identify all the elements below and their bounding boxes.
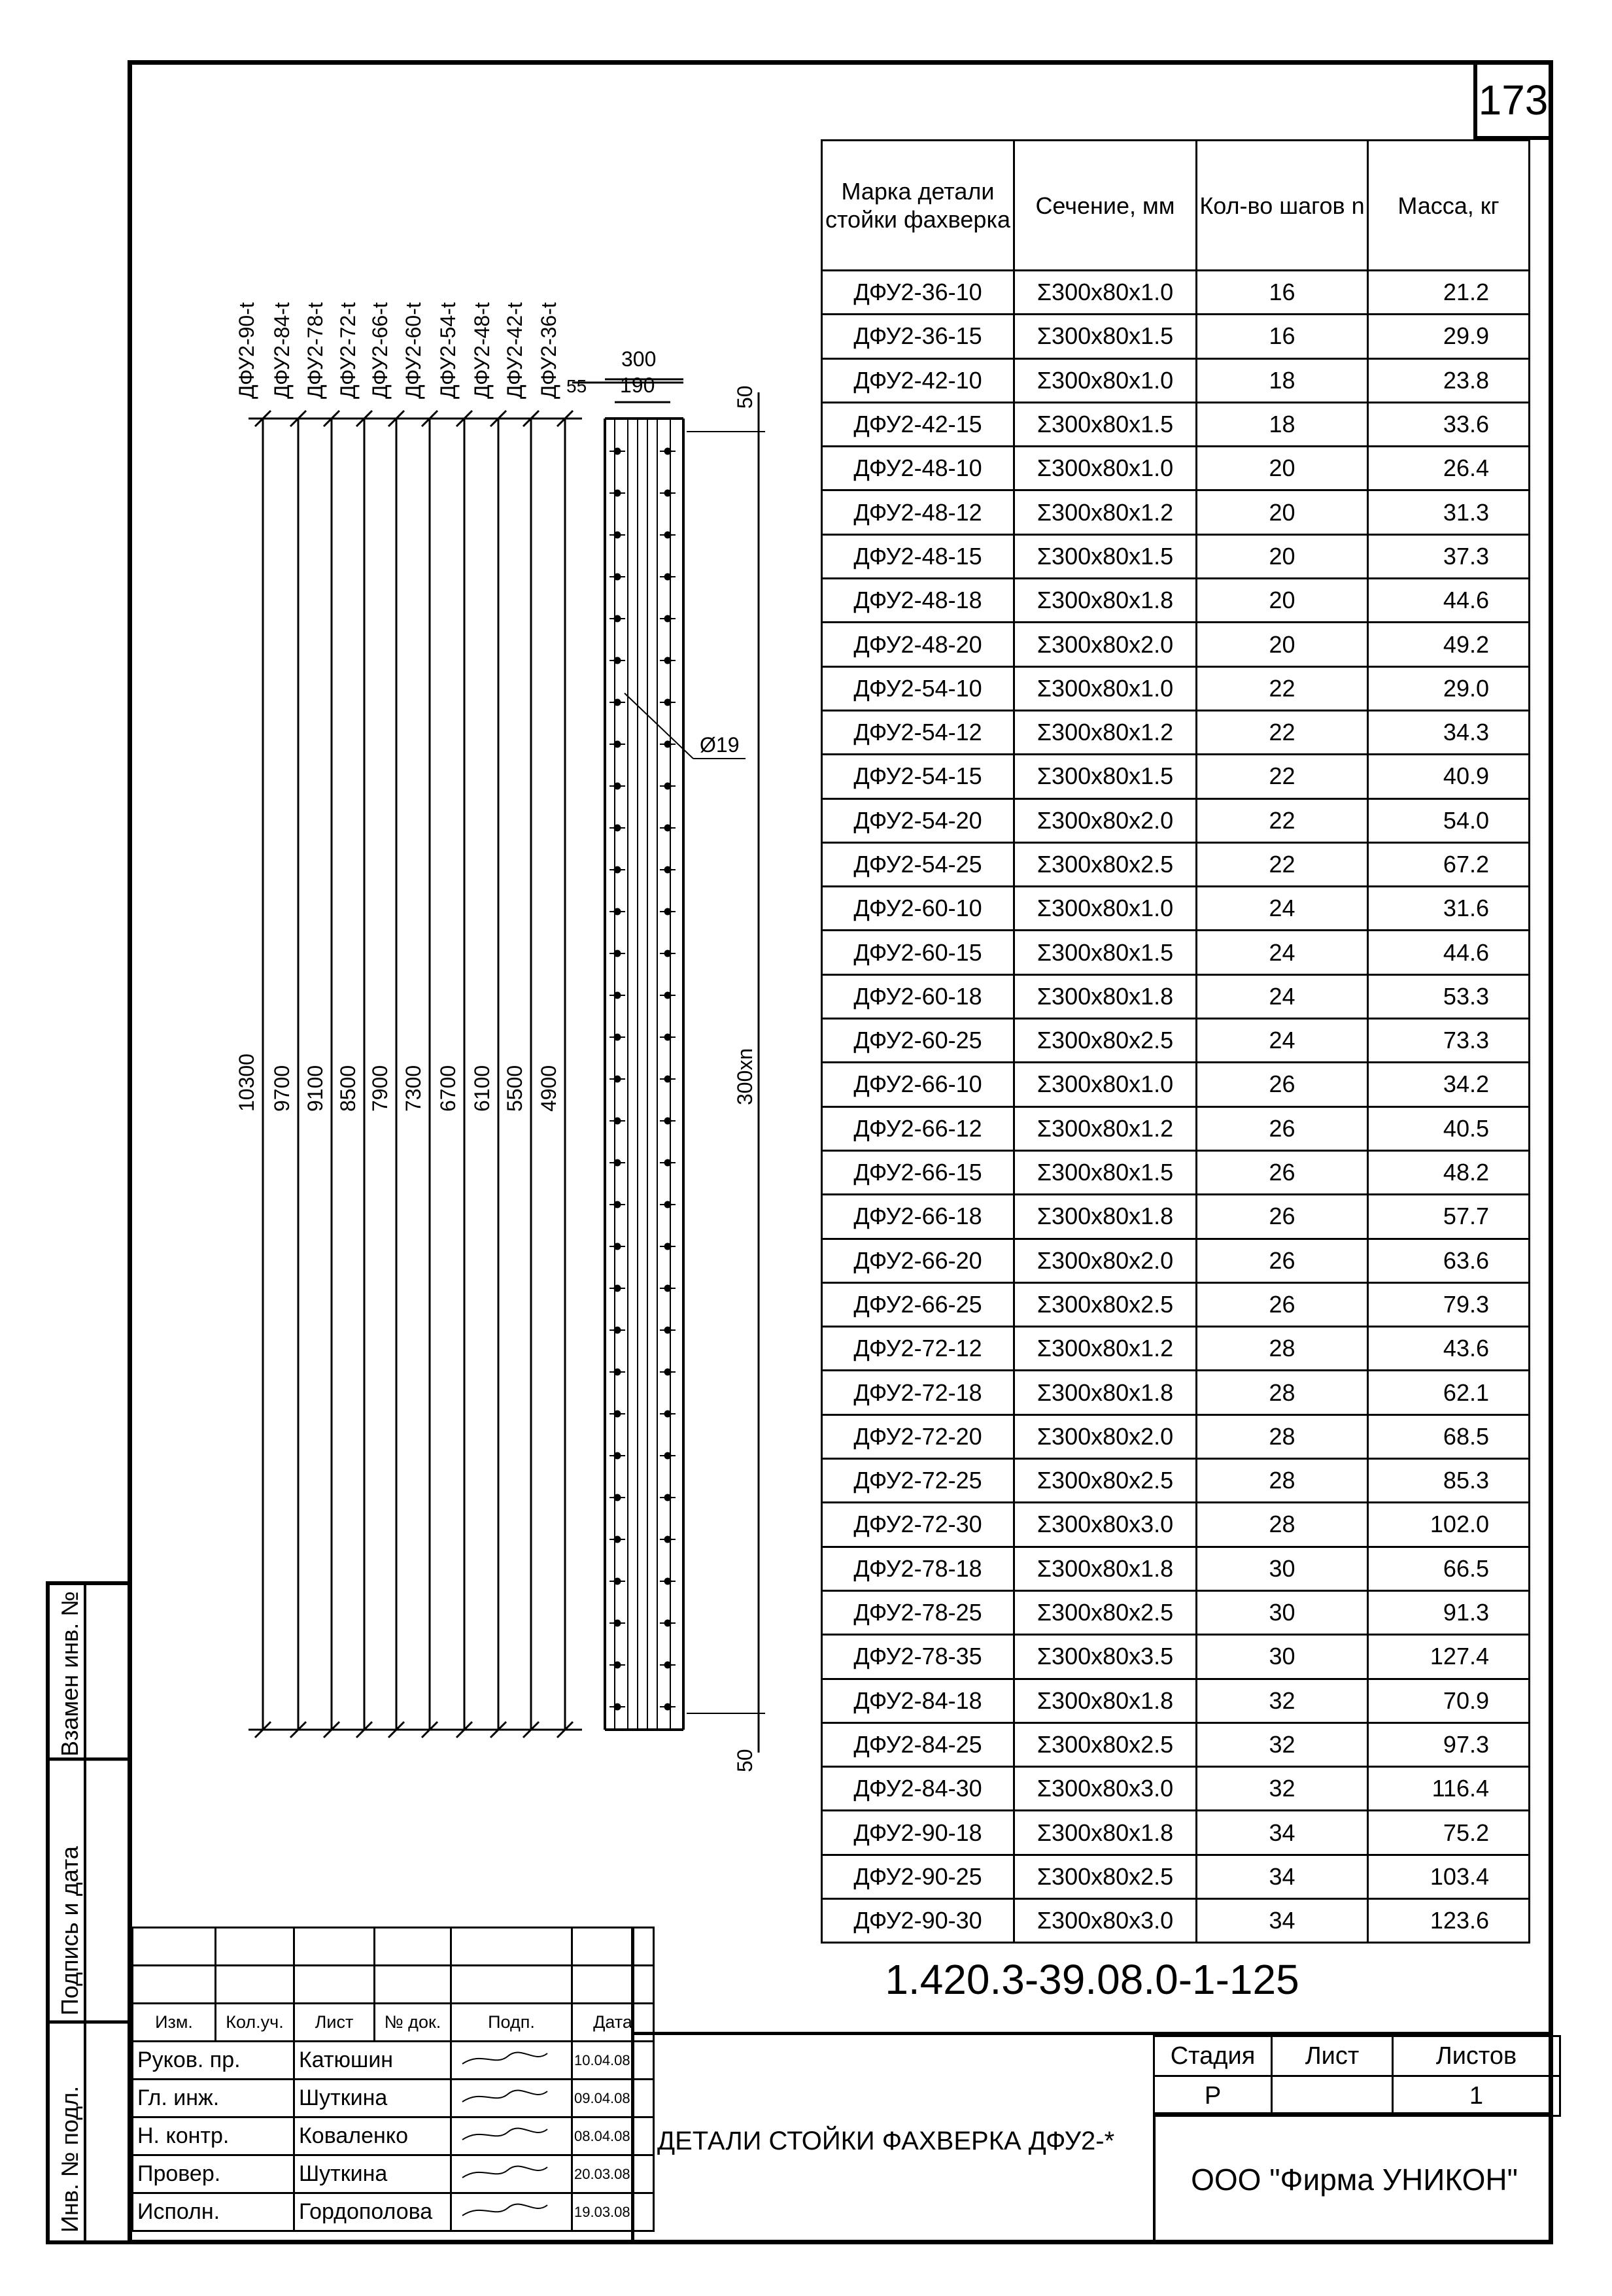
mark-label: ДФУ2-54-t [436,302,460,399]
cell-mass: 67.2 [1368,842,1530,886]
cell-steps: 22 [1197,666,1368,710]
cell-section: Σ300x80x1.0 [1014,447,1197,490]
cell-mark: ДФУ2-84-30 [822,1767,1014,1811]
header-section: Сечение, мм [1014,141,1197,271]
cell-steps: 28 [1197,1459,1368,1503]
cell-steps: 18 [1197,402,1368,446]
cell-section: Σ300x80x1.2 [1014,1106,1197,1150]
cell-mass: 29.0 [1368,666,1530,710]
cell-steps: 28 [1197,1327,1368,1371]
col-count: Кол.уч. [216,2004,294,2042]
mark-label: ДФУ2-48-t [470,302,494,399]
spec-table [821,139,1530,1944]
table-row [822,1195,1530,1239]
cell-section: Σ300x80x1.8 [1014,1371,1197,1414]
table-row [822,358,1530,402]
cell-section: Σ300x80x2.5 [1014,842,1197,886]
length-label: 8500 [336,1065,360,1112]
cell-steps: 32 [1197,1679,1368,1722]
cell-steps: 26 [1197,1282,1368,1326]
cell-mass: 127.4 [1368,1635,1530,1679]
cell-steps: 20 [1197,447,1368,490]
length-label: 7900 [368,1065,392,1112]
cell-mass: 43.6 [1368,1327,1530,1371]
cell-mass: 103.4 [1368,1855,1530,1898]
cell-mark: ДФУ2-42-10 [822,358,1014,402]
length-label: 7300 [402,1065,425,1112]
cell-section: Σ300x80x3.0 [1014,1503,1197,1547]
mark-label: ДФУ2-60-t [402,302,425,399]
cell-steps: 26 [1197,1063,1368,1106]
cell-mark: ДФУ2-42-15 [822,402,1014,446]
table-row [822,1590,1530,1634]
cell-mass: 57.7 [1368,1195,1530,1239]
cell-steps: 32 [1197,1722,1368,1766]
cell-section: Σ300x80x3.0 [1014,1898,1197,1942]
cell-section: Σ300x80x1.8 [1014,1811,1197,1855]
cell-section: Σ300x80x2.5 [1014,1459,1197,1503]
table-row [822,1547,1530,1590]
signatory-role: Провер. [133,2155,294,2193]
cell-mark: ДФУ2-54-15 [822,755,1014,798]
edge-label: 55 [566,376,587,396]
table-row [822,1855,1530,1898]
table-row [822,1019,1530,1063]
col-signature: Подп. [451,2004,572,2042]
cell-steps: 34 [1197,1898,1368,1942]
sheet-header: Лист [1272,2036,1393,2076]
header-mark: Марка детали стойки фахверка [822,141,1014,271]
table-row [822,1679,1530,1722]
col-docnum: № док. [375,2004,451,2042]
sheet-value [1272,2076,1393,2116]
cell-mass: 66.5 [1368,1547,1530,1590]
cell-mass: 37.3 [1368,534,1530,578]
header-steps: Кол-во шагов n [1197,141,1368,271]
cell-section: Σ300x80x1.0 [1014,1063,1197,1106]
cell-mark: ДФУ2-66-10 [822,1063,1014,1106]
cell-steps: 24 [1197,931,1368,974]
table-row [822,887,1530,931]
cell-steps: 26 [1197,1239,1368,1282]
length-label: 6100 [470,1065,494,1112]
cell-steps: 30 [1197,1590,1368,1634]
signatory-role: Н. контр. [133,2117,294,2155]
cell-mark: ДФУ2-72-20 [822,1414,1014,1458]
table-row [822,710,1530,754]
cell-section: Σ300x80x2.0 [1014,1414,1197,1458]
cell-mass: 23.8 [1368,358,1530,402]
cell-steps: 26 [1197,1150,1368,1194]
cell-section: Σ300x80x1.8 [1014,579,1197,623]
cell-steps: 28 [1197,1414,1368,1458]
mark-label: ДФУ2-90-t [235,302,258,399]
replaced-inv-label: Взамен инв. № [56,1591,83,1756]
table-row [822,1459,1530,1503]
cell-mark: ДФУ2-48-15 [822,534,1014,578]
cell-steps: 24 [1197,974,1368,1018]
title-header-row [133,2004,654,2042]
cell-mass: 26.4 [1368,447,1530,490]
cell-steps: 22 [1197,710,1368,754]
mark-label: ДФУ2-72-t [336,302,360,399]
signatory-row [133,2117,654,2155]
table-row [822,1503,1530,1547]
mark-label: ДФУ2-36-t [537,302,560,399]
cell-steps: 26 [1197,1195,1368,1239]
cell-mark: ДФУ2-90-18 [822,1811,1014,1855]
cell-mass: 116.4 [1368,1767,1530,1811]
cell-mark: ДФУ2-54-25 [822,842,1014,886]
mark-label: ДФУ2-84-t [270,302,294,399]
cell-mark: ДФУ2-48-18 [822,579,1014,623]
cell-steps: 20 [1197,534,1368,578]
cell-steps: 20 [1197,579,1368,623]
cell-mass: 40.5 [1368,1106,1530,1150]
spec-header-row [822,141,1530,271]
signatory-date: 20.03.08 [572,2155,654,2193]
cell-mark: ДФУ2-54-20 [822,798,1014,842]
cell-mark: ДФУ2-66-25 [822,1282,1014,1326]
signatory-date: 19.03.08 [572,2193,654,2231]
signature-date-label: Подпись и дата [56,1846,83,2015]
col-change: Изм. [133,2004,216,2042]
cell-steps: 26 [1197,1106,1368,1150]
cell-mark: ДФУ2-60-15 [822,931,1014,974]
cell-mass: 34.2 [1368,1063,1530,1106]
bottom-offset-label: 50 [733,1749,757,1772]
cell-mark: ДФУ2-48-12 [822,490,1014,534]
signatory-name: Гордополова [294,2193,451,2231]
signatory-date: 09.04.08 [572,2080,654,2117]
cell-mark: ДФУ2-84-25 [822,1722,1014,1766]
cell-steps: 20 [1197,490,1368,534]
table-row [822,1106,1530,1150]
cell-steps: 30 [1197,1635,1368,1679]
cell-section: Σ300x80x2.5 [1014,1019,1197,1063]
signature-image [451,2155,572,2193]
cell-steps: 18 [1197,358,1368,402]
cell-mass: 123.6 [1368,1898,1530,1942]
header-mass: Масса, кг [1368,141,1530,271]
signatory-role: Исполн. [133,2193,294,2231]
inner-width-label: 190 [620,373,655,397]
mark-label: ДФУ2-42-t [503,302,526,399]
table-row [822,842,1530,886]
cell-section: Σ300x80x2.5 [1014,1590,1197,1634]
cell-section: Σ300x80x1.5 [1014,402,1197,446]
cell-section: Σ300x80x3.5 [1014,1635,1197,1679]
table-row [822,271,1530,315]
cell-mass: 34.3 [1368,710,1530,754]
table-row [822,1239,1530,1282]
signatory-name: Шуткина [294,2155,451,2193]
cell-mark: ДФУ2-90-25 [822,1855,1014,1898]
cell-mass: 97.3 [1368,1722,1530,1766]
table-row [822,623,1530,666]
cell-mark: ДФУ2-60-10 [822,887,1014,931]
cell-mark: ДФУ2-78-18 [822,1547,1014,1590]
cell-steps: 16 [1197,315,1368,358]
table-row [822,1722,1530,1766]
mark-label: ДФУ2-66-t [368,302,392,399]
signatory-row [133,2155,654,2193]
cell-section: Σ300x80x1.8 [1014,1195,1197,1239]
table-row [822,402,1530,446]
signature-image [451,2117,572,2155]
cell-mark: ДФУ2-54-10 [822,666,1014,710]
cell-section: Σ300x80x1.2 [1014,710,1197,754]
stage-table [1153,2035,1561,2117]
cell-steps: 30 [1197,1547,1368,1590]
cell-mass: 31.6 [1368,887,1530,931]
hole-diameter-label: Ø19 [700,733,740,757]
cell-mark: ДФУ2-72-18 [822,1371,1014,1414]
cell-mass: 54.0 [1368,798,1530,842]
length-label: 4900 [537,1065,560,1112]
cell-mass: 70.9 [1368,1679,1530,1722]
document-title: ДЕТАЛИ СТОЙКИ ФАХВЕРКА ДФУ2-* [657,2127,1115,2155]
table-row [822,1282,1530,1326]
cell-steps: 34 [1197,1811,1368,1855]
cell-mark: ДФУ2-36-15 [822,315,1014,358]
cell-mass: 31.3 [1368,490,1530,534]
cell-section: Σ300x80x1.5 [1014,755,1197,798]
cell-section: Σ300x80x2.0 [1014,1239,1197,1282]
sheets-value: 1 [1393,2076,1560,2116]
cell-mass: 91.3 [1368,1590,1530,1634]
length-label: 9100 [303,1065,327,1112]
table-row [822,1327,1530,1371]
pitch-label: 300xn [733,1048,757,1105]
signatory-row [133,2080,654,2117]
cell-section: Σ300x80x1.0 [1014,887,1197,931]
cell-mark: ДФУ2-66-15 [822,1150,1014,1194]
title-block-table [131,1927,655,2232]
cell-section: Σ300x80x1.5 [1014,1150,1197,1194]
cell-mass: 29.9 [1368,315,1530,358]
cell-section: Σ300x80x1.5 [1014,534,1197,578]
cell-mass: 40.9 [1368,755,1530,798]
table-row [822,666,1530,710]
cell-section: Σ300x80x3.0 [1014,1767,1197,1811]
cell-mass: 21.2 [1368,271,1530,315]
signature-image [451,2193,572,2231]
sheet-number: 173 [1473,60,1553,140]
cell-section: Σ300x80x1.5 [1014,931,1197,974]
cell-mass: 48.2 [1368,1150,1530,1194]
cell-mark: ДФУ2-60-18 [822,974,1014,1018]
signature-image [451,2080,572,2117]
cell-section: Σ300x80x1.5 [1014,315,1197,358]
cell-section: Σ300x80x1.2 [1014,1327,1197,1371]
signatory-date: 08.04.08 [572,2117,654,2155]
cell-mark: ДФУ2-78-35 [822,1635,1014,1679]
signatory-name: Шуткина [294,2080,451,2117]
signatory-date: 10.04.08 [572,2042,654,2080]
signatory-role: Гл. инж. [133,2080,294,2117]
cell-steps: 20 [1197,623,1368,666]
cell-mark: ДФУ2-66-20 [822,1239,1014,1282]
cell-mass: 79.3 [1368,1282,1530,1326]
table-row [822,447,1530,490]
cell-steps: 22 [1197,842,1368,886]
cell-mark: ДФУ2-60-25 [822,1019,1014,1063]
table-row [822,974,1530,1018]
cell-section: Σ300x80x1.8 [1014,1547,1197,1590]
col-date: Дата [572,2004,654,2042]
cell-section: Σ300x80x1.8 [1014,1679,1197,1722]
cell-section: Σ300x80x2.5 [1014,1855,1197,1898]
cell-section: Σ300x80x1.0 [1014,358,1197,402]
cell-mass: 33.6 [1368,402,1530,446]
table-row [822,798,1530,842]
cell-section: Σ300x80x2.5 [1014,1722,1197,1766]
cell-mark: ДФУ2-72-12 [822,1327,1014,1371]
document-number: 1.420.3-39.08.0-1-125 [631,1927,1553,2035]
cell-mark: ДФУ2-72-25 [822,1459,1014,1503]
cell-mark: ДФУ2-66-12 [822,1106,1014,1150]
cell-steps: 24 [1197,1019,1368,1063]
cell-mass: 62.1 [1368,1371,1530,1414]
signature-image [451,2042,572,2080]
cell-mass: 63.6 [1368,1239,1530,1282]
mark-label: ДФУ2-78-t [303,302,327,399]
table-row [822,579,1530,623]
sheets-header: Листов [1393,2036,1560,2076]
stage-header: Стадия [1154,2036,1272,2076]
table-row [822,534,1530,578]
signatory-row [133,2042,654,2080]
cell-section: Σ300x80x2.0 [1014,623,1197,666]
length-label: 10300 [235,1054,258,1112]
cell-steps: 34 [1197,1855,1368,1898]
table-row [822,1811,1530,1855]
cell-mass: 44.6 [1368,931,1530,974]
cell-steps: 24 [1197,887,1368,931]
cell-section: Σ300x80x1.2 [1014,490,1197,534]
table-row [822,931,1530,974]
cell-mass: 102.0 [1368,1503,1530,1547]
cell-mark: ДФУ2-66-18 [822,1195,1014,1239]
cell-steps: 28 [1197,1371,1368,1414]
cell-section: Σ300x80x1.0 [1014,666,1197,710]
cell-mark: ДФУ2-84-18 [822,1679,1014,1722]
stage-value: Р [1154,2076,1272,2116]
cell-mark: ДФУ2-48-20 [822,623,1014,666]
col-sheet: Лист [294,2004,375,2042]
cell-steps: 22 [1197,755,1368,798]
cell-steps: 22 [1197,798,1368,842]
table-row [822,1150,1530,1194]
table-row [822,1063,1530,1106]
cell-steps: 16 [1197,271,1368,315]
signatory-name: Коваленко [294,2117,451,2155]
cell-mass: 44.6 [1368,579,1530,623]
top-offset-label: 50 [733,385,757,409]
cell-mark: ДФУ2-54-12 [822,710,1014,754]
original-inv-label: Инв. № подл. [56,2085,83,2233]
table-row [822,755,1530,798]
cell-section: Σ300x80x1.0 [1014,271,1197,315]
organization-name: ООО "Фирма УНИКОН" [1153,2112,1553,2244]
cell-section: Σ300x80x2.5 [1014,1282,1197,1326]
cell-mark: ДФУ2-72-30 [822,1503,1014,1547]
cell-section: Σ300x80x2.0 [1014,798,1197,842]
width-label: 300 [621,347,657,371]
table-row [822,1635,1530,1679]
cell-section: Σ300x80x1.8 [1014,974,1197,1018]
cell-mass: 49.2 [1368,623,1530,666]
cell-mark: ДФУ2-78-25 [822,1590,1014,1634]
table-row [822,315,1530,358]
table-row [822,1767,1530,1811]
cell-mark: ДФУ2-36-10 [822,271,1014,315]
signatory-name: Катюшин [294,2042,451,2080]
cell-steps: 32 [1197,1767,1368,1811]
signatory-role: Руков. пр. [133,2042,294,2080]
signatory-row [133,2193,654,2231]
table-row [822,490,1530,534]
length-label: 5500 [503,1065,526,1112]
table-row [822,1414,1530,1458]
cell-mass: 68.5 [1368,1414,1530,1458]
cell-mark: ДФУ2-90-30 [822,1898,1014,1942]
left-side-strip [46,1581,128,2244]
length-label: 9700 [270,1065,294,1112]
length-label: 6700 [436,1065,460,1112]
cell-mass: 73.3 [1368,1019,1530,1063]
cell-mass: 75.2 [1368,1811,1530,1855]
cell-mass: 53.3 [1368,974,1530,1018]
cell-mark: ДФУ2-48-10 [822,447,1014,490]
table-row [822,1371,1530,1414]
cell-mass: 85.3 [1368,1459,1530,1503]
cell-steps: 28 [1197,1503,1368,1547]
